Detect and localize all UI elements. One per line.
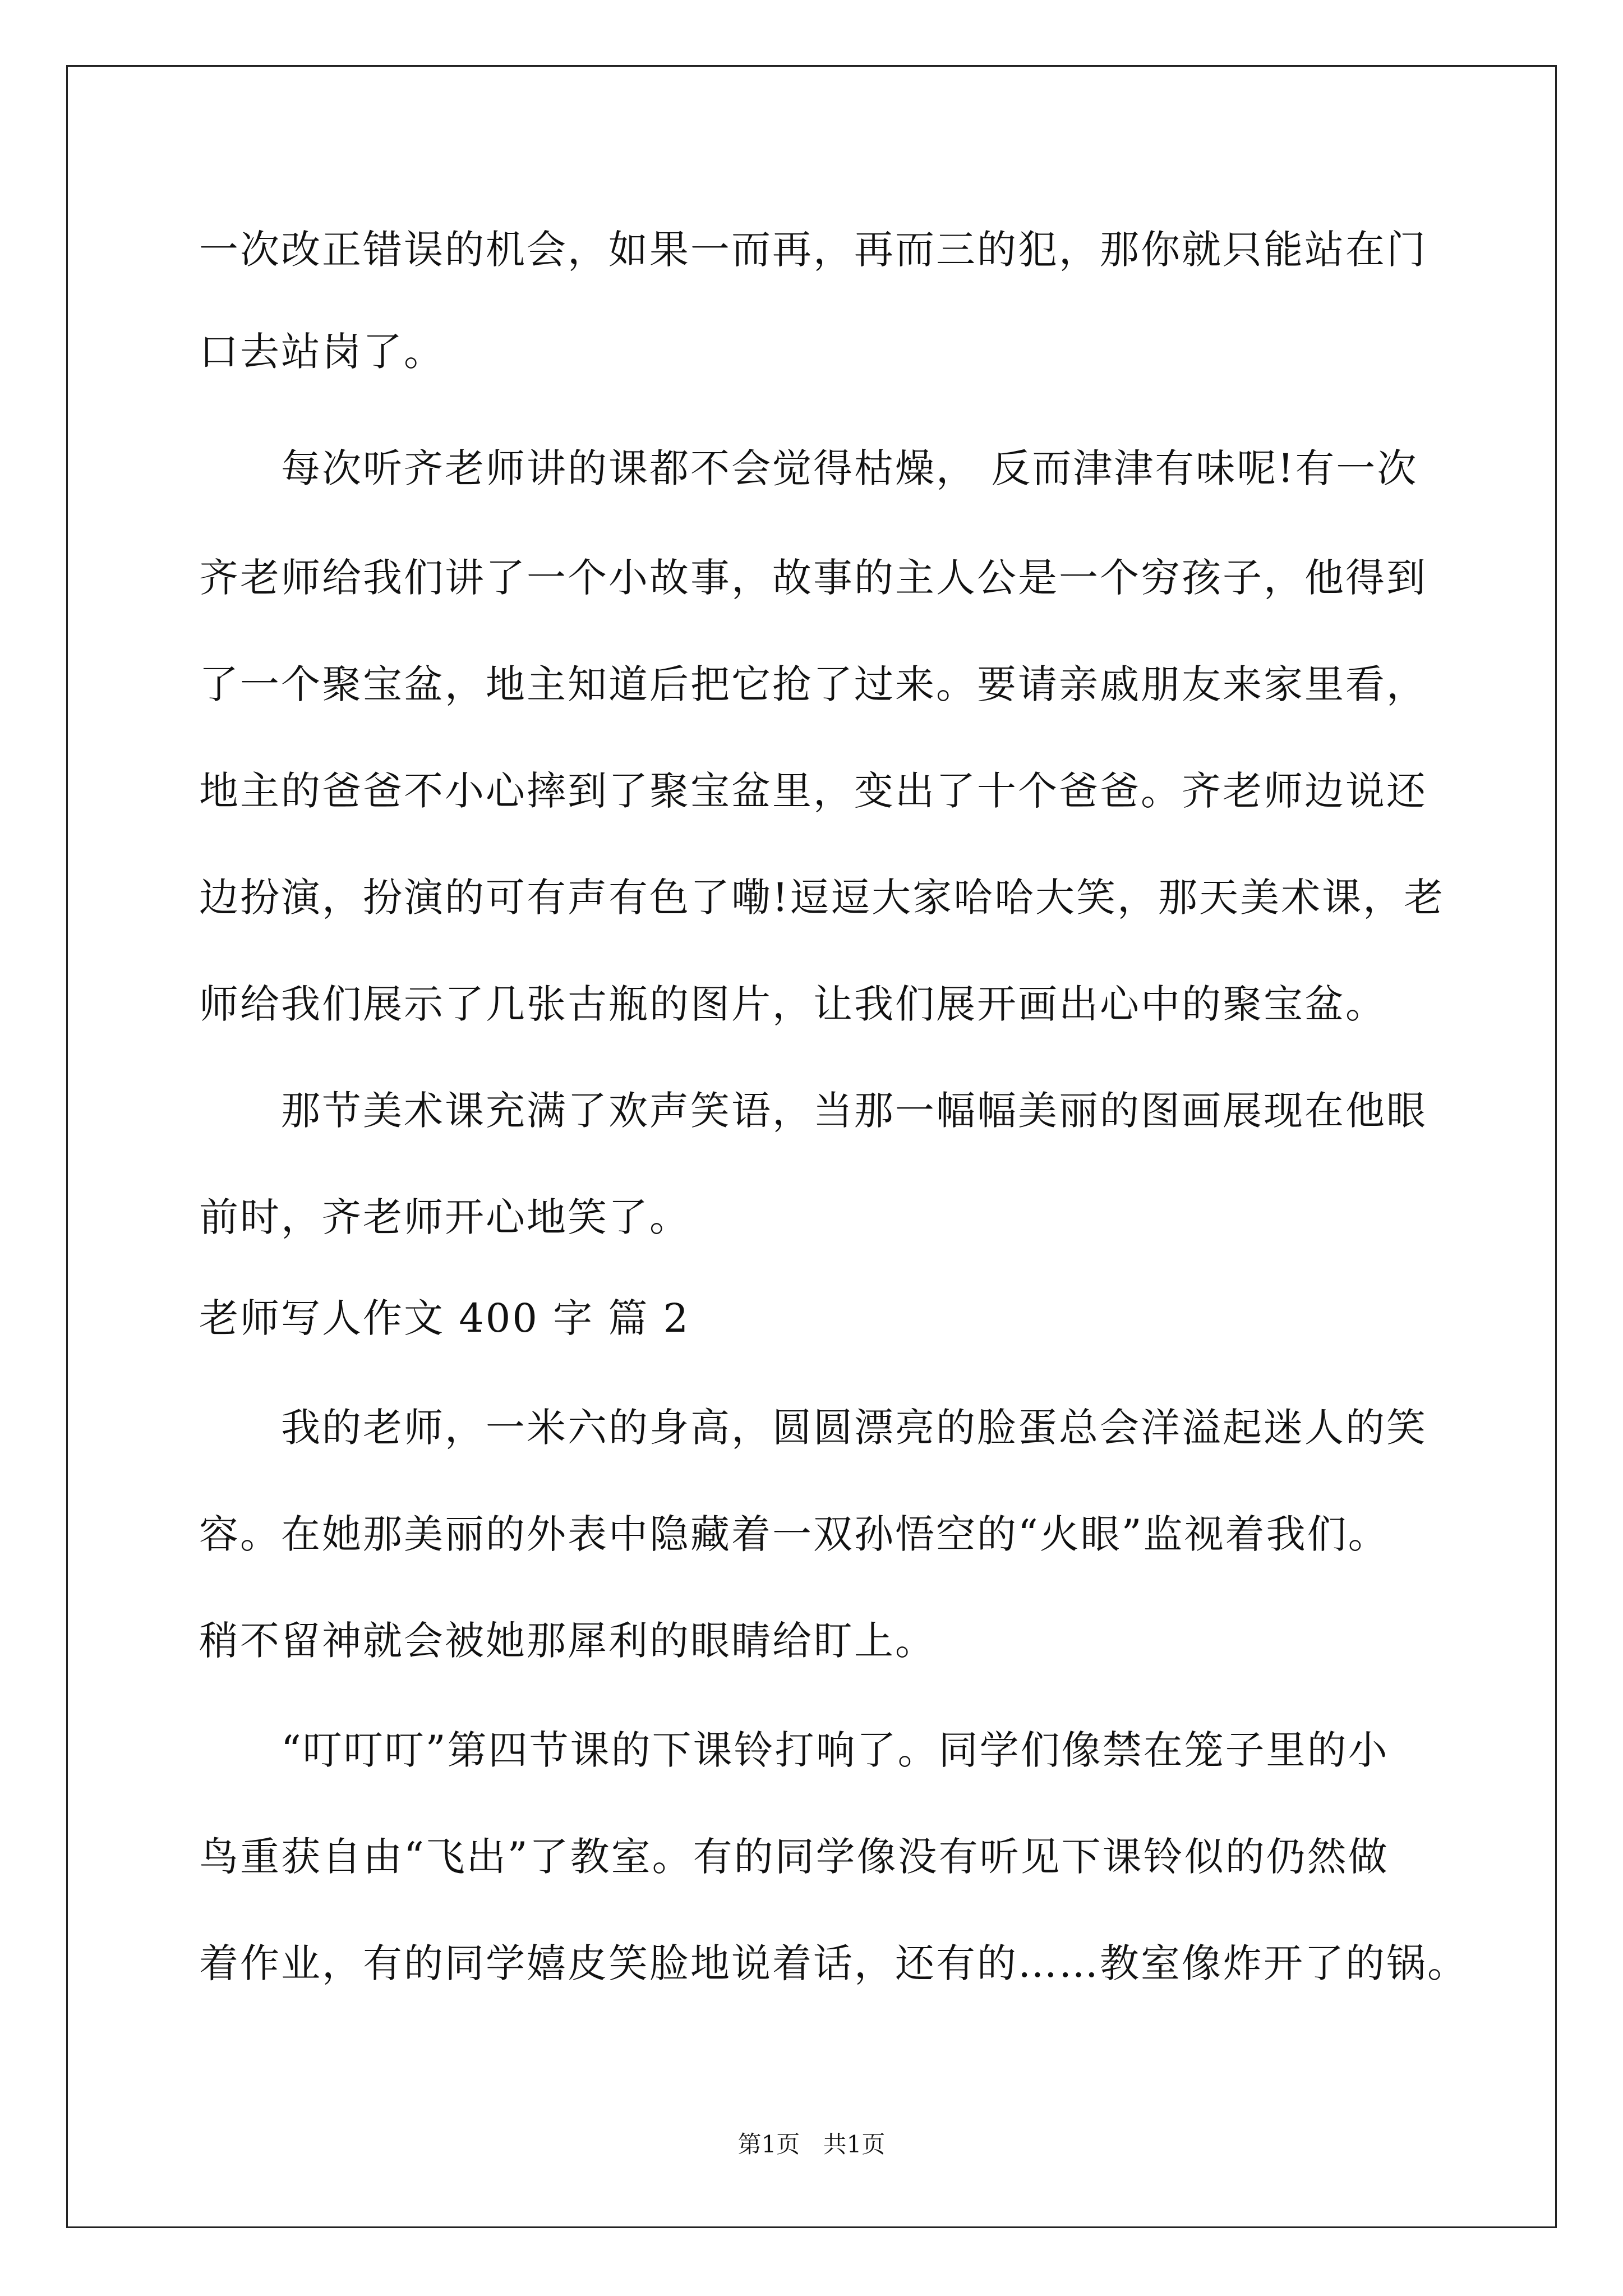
text-line: 稍不留神就会被她那犀利的眼睛给盯上。 xyxy=(199,1618,936,1664)
text-line: 容。在她那美丽的外表中隐藏着一双孙悟空的“火眼”监视着我们。 xyxy=(199,1511,1389,1557)
page-border xyxy=(66,65,1557,2228)
text-line: 前时，齐老师开心地笑了。 xyxy=(199,1194,690,1240)
page-total: 共1页 xyxy=(823,2131,886,2158)
text-line: 我的老师，一米六的身高，圆圆漂亮的脸蛋总会洋溢起迷人的笑 xyxy=(199,1405,1427,1451)
text-line: 齐老师给我们讲了一个小故事，故事的主人公是一个穷孩子，他得到 xyxy=(199,555,1427,601)
text-line: 边扮演，扮演的可有声有色了嘞!逗逗大家哈哈大笑，那天美术课，老 xyxy=(199,875,1445,921)
text-line: 着作业，有的同学嬉皮笑脸地说着话，还有的……教室像炸开了的锅。 xyxy=(199,1940,1468,1986)
text-line: 口去站岗了。 xyxy=(199,329,445,375)
text-line: 地主的爸爸不小心摔到了聚宝盆里，变出了十个爸爸。齐老师边说还 xyxy=(199,768,1427,814)
text-line: 师给我们展示了几张古瓶的图片，让我们展开画出心中的聚宝盆。 xyxy=(199,981,1386,1027)
section-heading: 老师写人作文 400 字 篇 2 xyxy=(199,1295,690,1341)
text-line: “叮叮叮”第四节课的下课铃打响了。同学们像禁在笼子里的小 xyxy=(199,1727,1389,1773)
text-line: 那节美术课充满了欢声笑语，当那一幅幅美丽的图画展现在他眼 xyxy=(199,1088,1427,1134)
text-line: 鸟重获自由“飞出”了教室。有的同学像没有听见下课铃似的仍然做 xyxy=(199,1834,1389,1880)
page-number: 第1页 xyxy=(737,2131,800,2158)
text-line: 每次听齐老师讲的课都不会觉得枯燥， 反而津津有味呢!有一次 xyxy=(199,445,1418,491)
text-line: 了一个聚宝盆，地主知道后把它抢了过来。要请亲戚朋友来家里看， xyxy=(199,661,1427,707)
page-footer xyxy=(0,2133,1623,2156)
text-line: 一次改正错误的机会，如果一而再，再而三的犯，那你就只能站在门 xyxy=(199,227,1427,273)
